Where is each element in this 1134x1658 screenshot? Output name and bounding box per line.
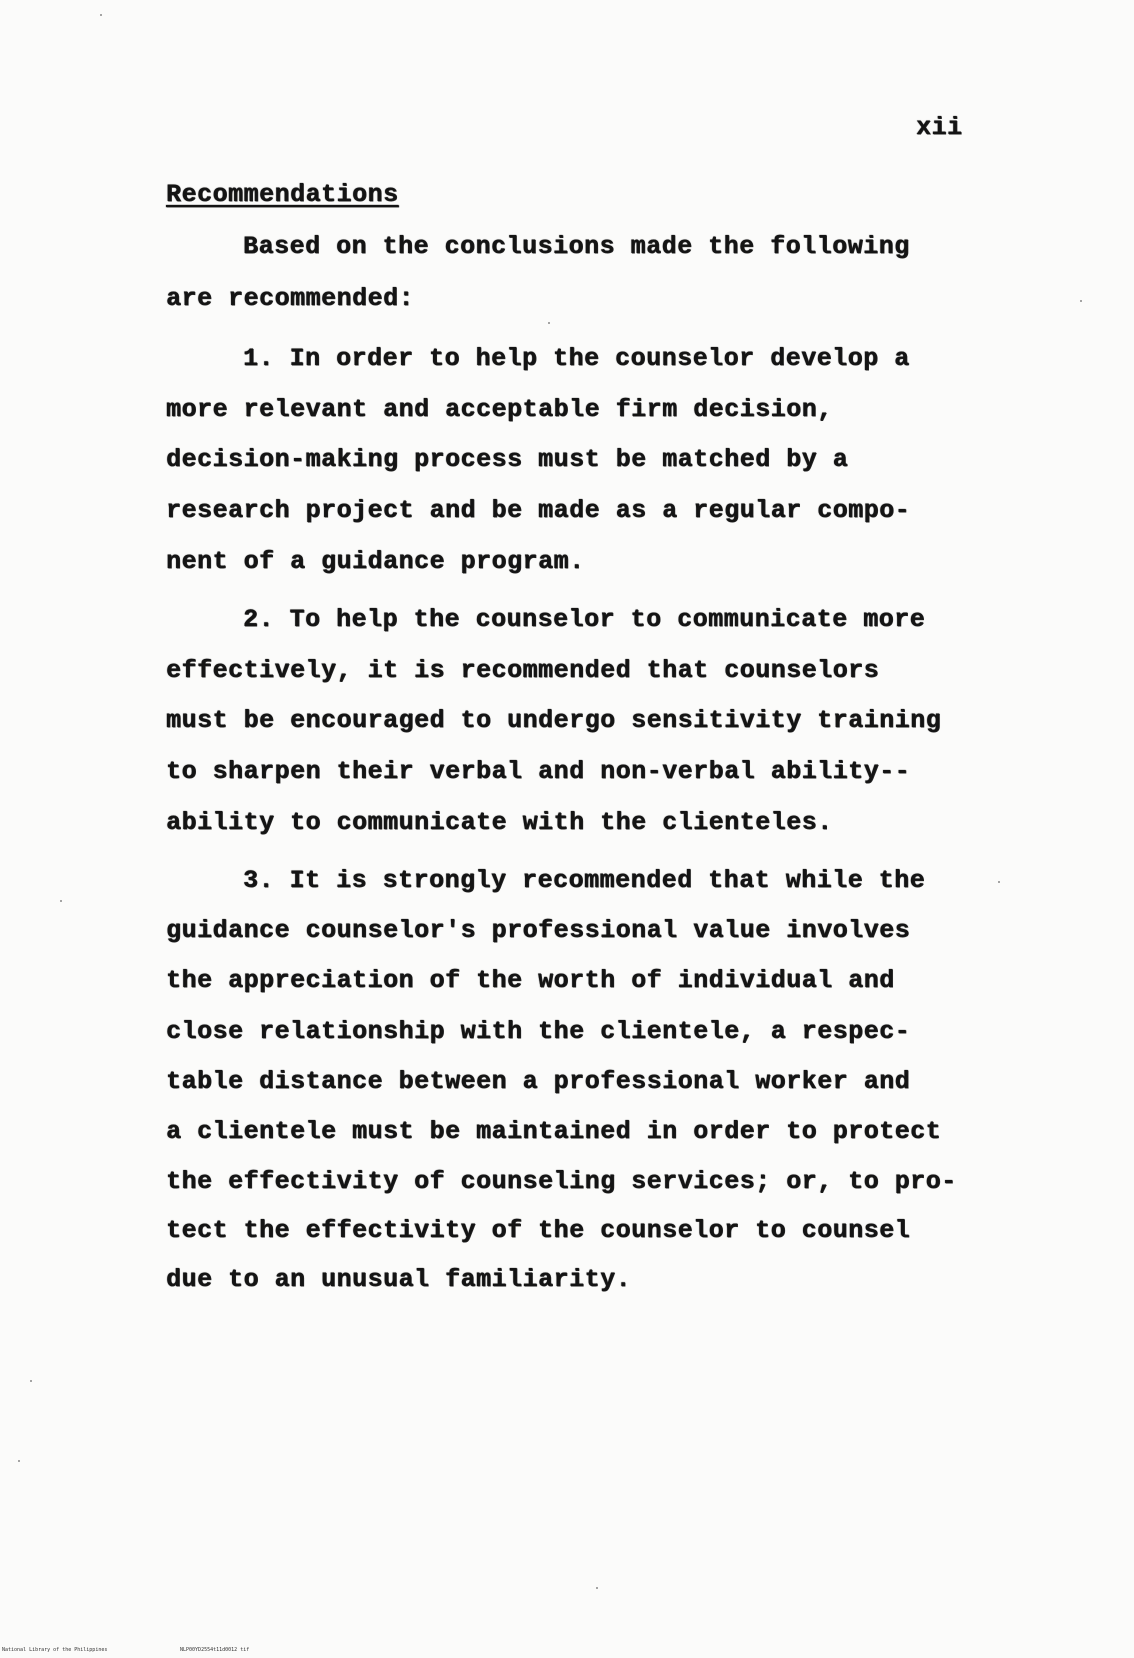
recommendation-2-line-5: ability to communicate with the clienteles. (166, 808, 833, 837)
recommendation-3-line-3: the appreciation of the worth of individual and (166, 966, 895, 995)
scan-speck (548, 322, 550, 324)
recommendation-2-line-4: to sharpen their verbal and non-verbal ability-- (166, 757, 911, 786)
page-number: xii (916, 113, 963, 142)
scan-speck (596, 1587, 598, 1589)
recommendation-2-line-3: must be encouraged to undergo sensitivity training (166, 706, 942, 735)
recommendation-3-line-6: a clientele must be maintained in order to protect (166, 1117, 942, 1146)
recommendation-3-line-7: the effectivity of counseling services; or, to pro- (166, 1167, 957, 1196)
recommendation-1-line-5: nent of a guidance program. (166, 547, 585, 576)
scan-speck (18, 1460, 20, 1462)
footer-library-credit: National Library of the Philippines (2, 1647, 108, 1653)
scan-speck (30, 1380, 32, 1382)
recommendation-3-line-5: table distance between a professional worker and (166, 1067, 911, 1096)
recommendation-2-line-1: 2. To help the counselor to communicate more (243, 605, 926, 634)
recommendation-3-line-4: close relationship with the clientele, a respec- (166, 1017, 911, 1046)
scan-speck (100, 14, 102, 16)
recommendation-3-line-9: due to an unusual familiarity. (166, 1265, 632, 1294)
scan-speck (60, 900, 62, 902)
recommendation-1-line-4: research project and be made as a regular compo- (166, 496, 911, 525)
scan-speck (1080, 300, 1082, 302)
intro-line-1: Based on the conclusions made the following (243, 232, 910, 261)
recommendation-3-line-1: 3. It is strongly recommended that while the (243, 866, 926, 895)
intro-line-2: are recommended: (166, 284, 415, 313)
recommendation-3-line-2: guidance counselor's professional value involves (166, 916, 911, 945)
footer-file-id: NLP00YD2554t11d0012 tif (180, 1647, 250, 1653)
section-heading: Recommendations (166, 180, 399, 209)
recommendation-1-line-1: 1. In order to help the counselor develop a (243, 344, 910, 373)
recommendation-2-line-2: effectively, it is recommended that counselors (166, 656, 880, 685)
recommendation-3-line-8: tect the effectivity of the counselor to counsel (166, 1216, 911, 1245)
scan-speck (998, 881, 1000, 883)
recommendation-1-line-2: more relevant and acceptable firm decision, (166, 395, 833, 424)
recommendation-1-line-3: decision-making process must be matched by a (166, 445, 849, 474)
